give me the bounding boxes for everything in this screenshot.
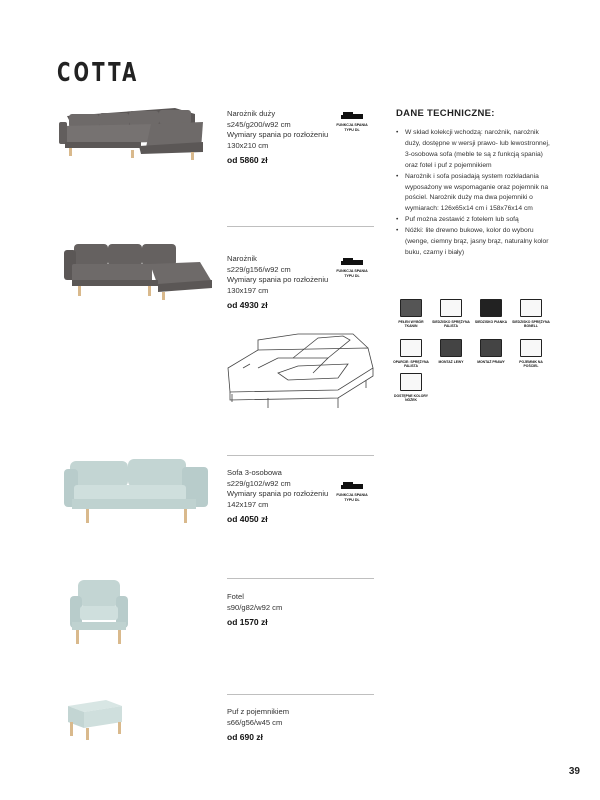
bonell-spring-icon: [520, 299, 542, 317]
divider: [227, 694, 374, 695]
divider: [227, 578, 374, 579]
sleep-function-badge: FUNKCJA SPANIA TYPU DL: [336, 112, 368, 132]
sleep-label: Wymiary spania po rozłożeniu: [227, 130, 329, 139]
product-name: Narożnik: [227, 254, 257, 263]
sleep-function-badge: FUNKCJA SPANIA TYPU DL: [336, 258, 368, 278]
backrest-spring-icon: [400, 339, 422, 357]
product-info-pouf: [227, 707, 372, 742]
product-dimensions: s90/g82/w92 cm: [227, 602, 283, 612]
feature-fabrics: PEŁEN WYBÓR TKANIN: [392, 299, 430, 328]
feature-bonell-spring: SIEDZISKO SPRĘŻYNA BONELL: [512, 299, 550, 328]
feature-backrest-spring: OPARCIE: SPRĘŻYNA FALISTA: [392, 339, 430, 368]
leg-colors-icon: [400, 373, 422, 391]
sleep-label: Wymiary spania po rozłożeniu: [227, 275, 329, 284]
product-price: od 690 zł: [227, 732, 263, 742]
tech-item: • W skład kolekcji wchodzą: narożnik, narożnik duży, dostępne w wersji prawo- lub lewostronnej, 3-osobowa sofa (meble te są z funkcją spania) oraz fotel i puf z pojemnikiem: [396, 128, 556, 172]
product-info-armchair: [227, 592, 372, 627]
sleep-dimensions: 130x210 cm: [227, 140, 269, 150]
product-name: Narożnik duży: [227, 109, 276, 118]
product-price: od 5860 zł: [227, 155, 268, 165]
sleep-function-badge: FUNKCJA SPANIA TYPU DL: [336, 482, 368, 502]
product-dimensions: s66/g56/w45 cm: [227, 717, 283, 727]
product-price: od 1570 zł: [227, 617, 268, 627]
product-price: od 4930 zł: [227, 300, 268, 310]
right-assembly-icon: [480, 339, 502, 357]
foam-icon: [480, 299, 502, 317]
product-name: Sofa 3-osobowa: [227, 468, 282, 477]
feature-bedding-storage: POJEMNIK NA POŚCIEL: [512, 339, 550, 368]
product-image-armchair: [66, 578, 132, 648]
divider: [227, 455, 374, 456]
sofa-bed-icon: [341, 258, 363, 267]
product-image-pouf: [60, 694, 126, 742]
product-image-sofa: [62, 455, 212, 527]
sleep-dimensions: 130x197 cm: [227, 285, 269, 295]
product-dimensions: s245/g200/w92 cm: [227, 119, 291, 129]
feature-right-assembly: MONTAŻ PRAWY: [472, 339, 510, 364]
tech-item: • Narożnik i sofa posiadają system rozkładania wyposażony we wspomaganie oraz pojemnik na pościel. Narożnik duży ma dwa pojemniki o wymiarach: 126x65x14 cm i 158x76x14 cm: [396, 172, 556, 216]
left-assembly-icon: [440, 339, 462, 357]
bedding-storage-icon: [520, 339, 542, 357]
product-image-corner: [62, 240, 212, 306]
product-name: Puf z pojemnikiem: [227, 707, 290, 716]
sleep-dimensions: 142x197 cm: [227, 499, 269, 509]
product-image-large-corner: [55, 102, 205, 164]
page-title: COTTA: [57, 58, 140, 88]
tech-list: [396, 128, 556, 259]
sofa-bed-icon: [341, 112, 363, 121]
feature-left-assembly: MONTAŻ LEWY: [432, 339, 470, 364]
divider: [227, 226, 374, 227]
tech-item: • Puf można zestawić z fotelem lub sofą: [396, 215, 556, 226]
product-dimensions: s229/g102/w92 cm: [227, 478, 291, 488]
feature-leg-colors: DOSTĘPNE KOLORY NÓŻEK: [392, 373, 430, 402]
product-dimensions: s229/g156/w92 cm: [227, 264, 291, 274]
product-price: od 4050 zł: [227, 514, 268, 524]
sofa-bed-line-drawing: [218, 328, 383, 418]
sleep-label: Wymiary spania po rozłożeniu: [227, 489, 329, 498]
page-number: 39: [568, 766, 580, 777]
wave-spring-icon: [440, 299, 462, 317]
tech-item: • Nóżki: lite drewno bukowe, kolor do wyboru (wenge, ciemny brąz, jasny brąz, naturalny kolor buku, czarny i biały): [396, 226, 556, 259]
tech-heading: DANE TECHNICZNE:: [396, 108, 495, 119]
fabrics-icon: [400, 299, 422, 317]
feature-foam: SIEDZISKO PIANKA: [472, 299, 510, 324]
product-name: Fotel: [227, 592, 244, 601]
sofa-bed-icon: [341, 482, 363, 491]
feature-wave-spring: SIEDZISKO SPRĘŻYNA FALISTA: [432, 299, 470, 328]
